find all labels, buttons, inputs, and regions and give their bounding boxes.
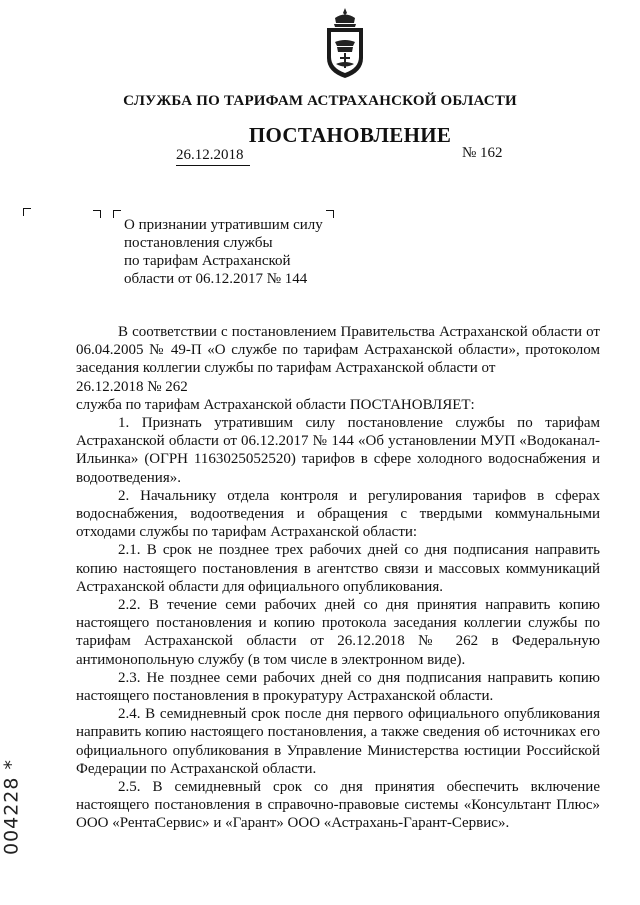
document-number: № 162 <box>462 145 503 161</box>
preamble-protocol-ref: 26.12.2018 № 262 <box>76 378 188 395</box>
document-body <box>76 323 600 833</box>
corner-bracket-mid-right <box>93 210 101 218</box>
subject-line: О признании утратившим силу <box>124 217 323 233</box>
item-2: 2. Начальнику отдела контроля и регулирования тарифов в сферах водоснабжения, водоотведения и обращения с твердыми коммунальными отходами службы по тарифам Астраханской области: <box>76 487 600 541</box>
registration-number: 004228 * <box>0 758 23 856</box>
item-2-4: 2.4. В семидневный срок после дня первого официального опубликования направить копию настоящего постановления, а также сведения об источниках его официального опубликования в Управление Министерства юстиции Российской Федерации по Астраханской области. <box>76 706 600 777</box>
preamble-paragraph: В соответствии с постановлением Правительства Астраханской области от 06.04.2005 № 49-П «О службе по тарифам Астраханской области», протоколом заседания коллегии службы по тарифам Астраханской области от <box>76 324 600 377</box>
subject-line: области от 06.12.2017 № 144 <box>124 271 308 287</box>
subject-line: по тарифам Астраханской <box>124 253 291 269</box>
item-2-5: 2.5. В семидневный срок со дня принятия обеспечить включение настоящего постановления в справочно-правовые системы «Консультант Плюс» ООО «РентаСервис» и «Гарант» ООО «Астрахань-Гарант-Сервис». <box>76 779 600 832</box>
registration-stamp <box>0 745 23 870</box>
coat-of-arms-icon <box>322 6 368 82</box>
subject-line: постановления службы <box>124 235 273 251</box>
item-2-3: 2.3. Не позднее семи рабочих дней со дня подписания направить копию настоящего постановления в прокуратуру Астраханской области. <box>76 669 600 705</box>
document-type-title: ПОСТАНОВЛЕНИЕ <box>248 123 452 147</box>
preamble-resolution: служба по тарифам Астраханской области ПОСТАНОВЛЯЕТ: <box>76 396 475 413</box>
document-subject <box>124 216 354 288</box>
item-1: 1. Признать утратившим силу постановление службы по тарифам Астраханской области от 06.12.2017 № 144 «Об установлении МУП «Водоканал-Ильинка» (ОГРН 1163025052520) тарифов в сфере холодного водоснабжения и водоотведения». <box>76 415 600 486</box>
organization-name: СЛУЖБА ПО ТАРИФАМ АСТРАХАНСКОЙ ОБЛАСТИ <box>123 93 517 109</box>
item-2-1: 2.1. В срок не позднее трех рабочих дней со дня подписания направить копию настоящего постановления в агентство связи и массовых коммуникаций Астраханской области для официального опубликования. <box>76 542 600 595</box>
document-date: 26.12.2018 <box>176 147 250 166</box>
corner-bracket-left <box>23 208 31 216</box>
corner-bracket-mid-left <box>113 210 121 218</box>
item-2-2: 2.2. В течение семи рабочих дней со дня принятия направить копию настоящего постановления и копию протокола заседания коллегии службы по тарифам Астраханской области от 26.12.2018 № 262 в Федеральную антимонопольную службу (в том числе в электронном виде). <box>76 597 600 668</box>
